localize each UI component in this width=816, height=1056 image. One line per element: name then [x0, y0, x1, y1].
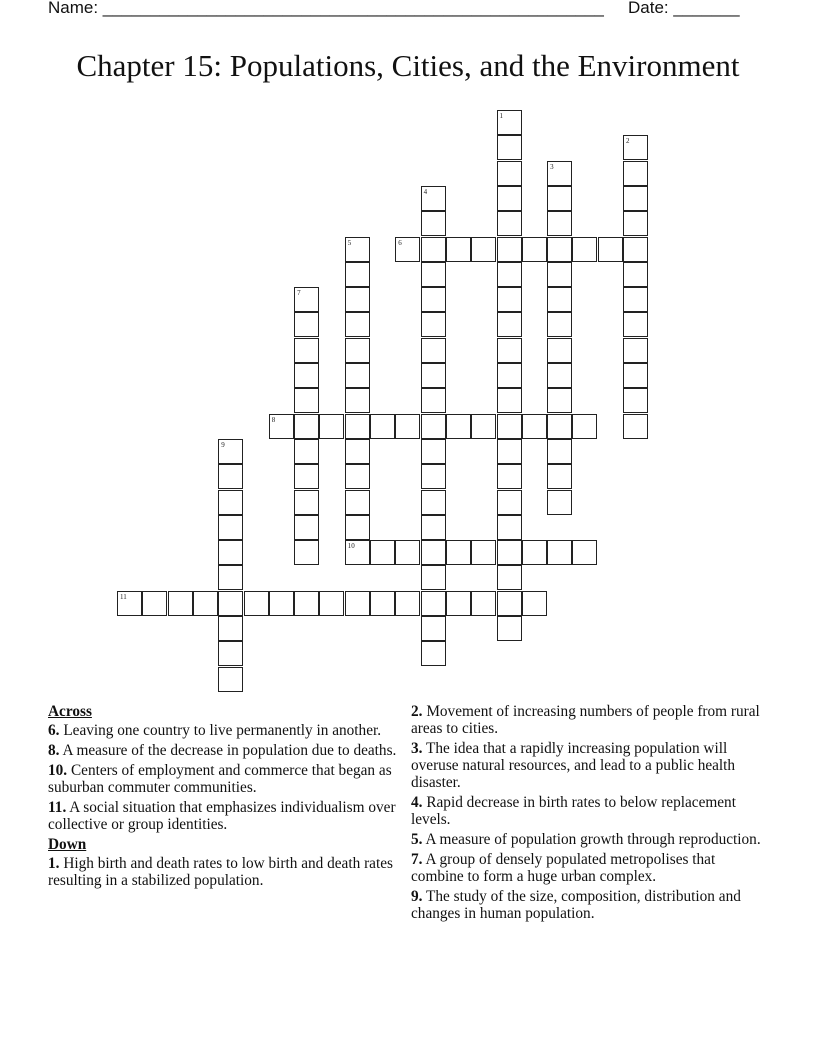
crossword-cell[interactable] — [421, 515, 446, 540]
crossword-cell[interactable] — [471, 540, 496, 565]
crossword-cell[interactable] — [497, 237, 522, 262]
crossword-cell[interactable] — [193, 591, 218, 616]
clue-number: 6. — [48, 722, 60, 739]
crossword-cell[interactable] — [497, 515, 522, 540]
crossword-cell[interactable] — [497, 414, 522, 439]
crossword-cell[interactable] — [345, 591, 370, 616]
clue-text: A measure of the decrease in population due to deaths. — [62, 742, 397, 759]
crossword-cell[interactable] — [623, 287, 648, 312]
crossword-cell[interactable] — [294, 515, 319, 540]
crossword-cell[interactable] — [294, 591, 319, 616]
crossword-cell[interactable] — [142, 591, 167, 616]
clue-number: 2. — [411, 703, 423, 720]
crossword-cell[interactable] — [294, 287, 319, 312]
crossword-cell[interactable] — [522, 540, 547, 565]
clue-start-number: 5 — [347, 238, 352, 247]
clue-down-7 — [411, 851, 771, 885]
crossword-cell[interactable] — [218, 591, 243, 616]
crossword-cell[interactable] — [421, 540, 446, 565]
down-heading: Down — [48, 836, 87, 853]
crossword-cell[interactable] — [623, 237, 648, 262]
crossword-cell[interactable] — [522, 414, 547, 439]
crossword-cell[interactable] — [117, 591, 142, 616]
crossword-cell[interactable] — [421, 363, 446, 388]
page-title: Chapter 15: Populations, Cities, and the Environment — [76, 48, 740, 83]
crossword-cell[interactable] — [572, 414, 597, 439]
crossword-cell[interactable] — [623, 186, 648, 211]
across-heading: Across — [48, 703, 92, 720]
crossword-cell[interactable] — [547, 464, 572, 489]
crossword-cell[interactable] — [497, 161, 522, 186]
crossword-cell[interactable] — [345, 287, 370, 312]
crossword-cell[interactable] — [345, 338, 370, 363]
crossword-cell[interactable] — [497, 591, 522, 616]
crossword-cell[interactable] — [522, 237, 547, 262]
clue-start-number: 1 — [499, 112, 503, 120]
crossword-cell[interactable] — [572, 540, 597, 565]
crossword-cell[interactable] — [269, 414, 294, 439]
crossword-cell[interactable] — [421, 186, 446, 211]
clue-down-9 — [411, 888, 771, 922]
crossword-cell[interactable] — [623, 262, 648, 287]
crossword-cell[interactable] — [547, 363, 572, 388]
crossword-cell[interactable] — [547, 338, 572, 363]
clue-across-11 — [48, 799, 398, 833]
crossword-cell[interactable] — [446, 540, 471, 565]
crossword-cell[interactable] — [294, 388, 319, 413]
clue-text: High birth and death rates to low birth and death rates resulting in a stabilized population. — [48, 855, 393, 889]
crossword-cell[interactable] — [497, 338, 522, 363]
crossword-cell[interactable] — [497, 110, 522, 135]
clue-across-8 — [48, 742, 398, 759]
crossword-cell[interactable] — [547, 312, 572, 337]
crossword-cell[interactable] — [547, 439, 572, 464]
clue-start-number: 3 — [550, 162, 554, 171]
crossword-cell[interactable] — [497, 439, 522, 464]
clue-text: A measure of population growth through reproduction. — [425, 831, 761, 848]
crossword-cell[interactable] — [218, 540, 243, 565]
clue-number: 10. — [48, 762, 68, 779]
crossword-cell[interactable] — [623, 338, 648, 363]
crossword-cell[interactable] — [218, 616, 243, 641]
crossword-cell[interactable] — [547, 262, 572, 287]
crossword-cell[interactable] — [421, 490, 446, 515]
crossword-cell[interactable] — [421, 616, 446, 641]
crossword-cell[interactable] — [497, 363, 522, 388]
crossword-cell[interactable] — [345, 490, 370, 515]
crossword-cell[interactable] — [345, 540, 370, 565]
clue-number: 11. — [48, 799, 67, 816]
crossword-cell[interactable] — [421, 591, 446, 616]
crossword-cell[interactable] — [218, 490, 243, 515]
crossword-cell[interactable] — [218, 464, 243, 489]
crossword-cell[interactable] — [497, 565, 522, 590]
clue-start-number: 11 — [120, 592, 127, 601]
crossword-cell[interactable] — [421, 414, 446, 439]
clue-text: A group of densely populated metropolises that combine to form a huge urban complex. — [411, 851, 716, 885]
crossword-cell[interactable] — [218, 667, 243, 692]
crossword-cell[interactable] — [218, 641, 243, 666]
crossword-cell[interactable] — [471, 591, 496, 616]
crossword-cell[interactable] — [319, 414, 344, 439]
crossword-cell[interactable] — [446, 237, 471, 262]
clue-number: 5. — [411, 831, 423, 848]
crossword-cell[interactable] — [370, 591, 395, 616]
crossword-cell[interactable] — [547, 287, 572, 312]
crossword-cell[interactable] — [370, 414, 395, 439]
clue-down-3 — [411, 740, 771, 791]
crossword-cell[interactable] — [421, 641, 446, 666]
crossword-cell[interactable] — [497, 540, 522, 565]
crossword-cell[interactable] — [547, 211, 572, 236]
crossword-cell[interactable] — [421, 287, 446, 312]
crossword-cell[interactable] — [421, 262, 446, 287]
clue-start-number: 8 — [271, 415, 276, 424]
crossword-cell[interactable] — [345, 388, 370, 413]
crossword-cell[interactable] — [623, 211, 648, 236]
crossword-cell[interactable] — [345, 414, 370, 439]
clue-number: 4. — [411, 794, 423, 811]
crossword-cell[interactable] — [547, 388, 572, 413]
crossword-cell[interactable] — [421, 211, 446, 236]
crossword-cell[interactable] — [497, 287, 522, 312]
crossword-cell[interactable] — [218, 439, 243, 464]
crossword-cell[interactable] — [623, 135, 648, 160]
crossword-cell[interactable] — [370, 540, 395, 565]
crossword-cell[interactable] — [395, 237, 420, 262]
crossword-cell[interactable] — [345, 464, 370, 489]
crossword-cell[interactable] — [547, 237, 572, 262]
clue-text: Movement of increasing numbers of people from rural areas to cities. — [411, 703, 760, 737]
crossword-cell[interactable] — [547, 186, 572, 211]
clue-start-number: 9 — [221, 440, 225, 449]
clue-start-number: 2 — [626, 137, 630, 146]
clue-down-4 — [411, 794, 771, 828]
crossword-cell[interactable] — [623, 363, 648, 388]
clue-start-number: 6 — [398, 238, 402, 247]
crossword-cell[interactable] — [598, 237, 623, 262]
crossword-cell[interactable] — [471, 414, 496, 439]
clue-number: 9. — [411, 888, 423, 905]
clue-down-5 — [411, 831, 771, 848]
clue-text: A social situation that emphasizes individualism over collective or group identities. — [48, 799, 396, 833]
crossword-cell[interactable] — [294, 464, 319, 489]
clue-start-number: 4 — [423, 187, 428, 196]
clue-down-1 — [48, 855, 398, 889]
clue-number: 8. — [48, 742, 60, 759]
crossword-cell[interactable] — [294, 439, 319, 464]
crossword-cell[interactable] — [547, 540, 572, 565]
crossword-cell[interactable] — [547, 161, 572, 186]
crossword-cell[interactable] — [395, 540, 420, 565]
clue-text: The study of the size, composition, distribution and changes in human population. — [411, 888, 741, 922]
crossword-cell[interactable] — [623, 414, 648, 439]
crossword-cell[interactable] — [446, 414, 471, 439]
clue-down-2 — [411, 703, 771, 737]
crossword-cell[interactable] — [294, 540, 319, 565]
crossword-cell[interactable] — [319, 591, 344, 616]
crossword-cell[interactable] — [294, 490, 319, 515]
crossword-cell[interactable] — [421, 439, 446, 464]
clue-number: 1. — [48, 855, 60, 872]
crossword-cell[interactable] — [421, 338, 446, 363]
crossword-cell[interactable] — [218, 515, 243, 540]
clue-across-6 — [48, 722, 398, 739]
crossword-cell[interactable] — [294, 338, 319, 363]
crossword-cell[interactable] — [446, 591, 471, 616]
crossword-cell[interactable] — [623, 161, 648, 186]
crossword-cell[interactable] — [421, 565, 446, 590]
crossword-cell[interactable] — [623, 388, 648, 413]
crossword-cell[interactable] — [522, 591, 547, 616]
crossword-cell[interactable] — [345, 262, 370, 287]
crossword-cell[interactable] — [497, 490, 522, 515]
date-field[interactable]: Date: _______ — [628, 0, 740, 17]
name-field[interactable]: Name: _____________________________________________________ — [48, 0, 604, 17]
crossword-cell[interactable] — [345, 312, 370, 337]
crossword-cell[interactable] — [345, 363, 370, 388]
clue-text: Centers of employment and commerce that began as suburban commuter communities. — [48, 762, 392, 796]
crossword-cell[interactable] — [497, 312, 522, 337]
crossword-cell[interactable] — [294, 414, 319, 439]
clues-left-column — [48, 703, 398, 892]
crossword-cell[interactable] — [497, 211, 522, 236]
clue-number: 3. — [411, 740, 423, 757]
crossword-cell[interactable] — [421, 388, 446, 413]
crossword-cell[interactable] — [572, 237, 597, 262]
clue-text: Rapid decrease in birth rates to below replacement levels. — [411, 794, 736, 828]
crossword-cell[interactable] — [395, 414, 420, 439]
crossword-cell[interactable] — [345, 439, 370, 464]
crossword-cell[interactable] — [497, 262, 522, 287]
crossword-cell[interactable] — [244, 591, 269, 616]
crossword-cell[interactable] — [471, 237, 496, 262]
crossword-cell[interactable] — [218, 565, 243, 590]
crossword-cell[interactable] — [345, 515, 370, 540]
clue-start-number: 7 — [297, 289, 301, 298]
crossword-cell[interactable] — [497, 388, 522, 413]
crossword-cell[interactable] — [547, 414, 572, 439]
crossword-cell[interactable] — [421, 464, 446, 489]
clue-text: The idea that a rapidly increasing population will overuse natural resources, and lead to a public health disaster. — [411, 740, 736, 791]
crossword-cell[interactable] — [497, 464, 522, 489]
crossword-cell[interactable] — [294, 363, 319, 388]
crossword-cell[interactable] — [421, 237, 446, 262]
crossword-cell[interactable] — [497, 135, 522, 160]
crossword-cell[interactable] — [294, 312, 319, 337]
crossword-cell[interactable] — [623, 312, 648, 337]
clue-start-number: 10 — [347, 542, 355, 551]
crossword-cell[interactable] — [269, 591, 294, 616]
clue-number: 7. — [411, 851, 423, 868]
crossword-cell[interactable] — [168, 591, 193, 616]
crossword-cell[interactable] — [421, 312, 446, 337]
crossword-cell[interactable] — [497, 186, 522, 211]
crossword-cell[interactable] — [497, 616, 522, 641]
clues-right-column — [411, 703, 771, 925]
crossword-cell[interactable] — [395, 591, 420, 616]
clue-text: Leaving one country to live permanently in another. — [63, 722, 382, 739]
crossword-cell[interactable] — [547, 490, 572, 515]
clue-across-10 — [48, 762, 398, 796]
crossword-cell[interactable] — [345, 237, 370, 262]
